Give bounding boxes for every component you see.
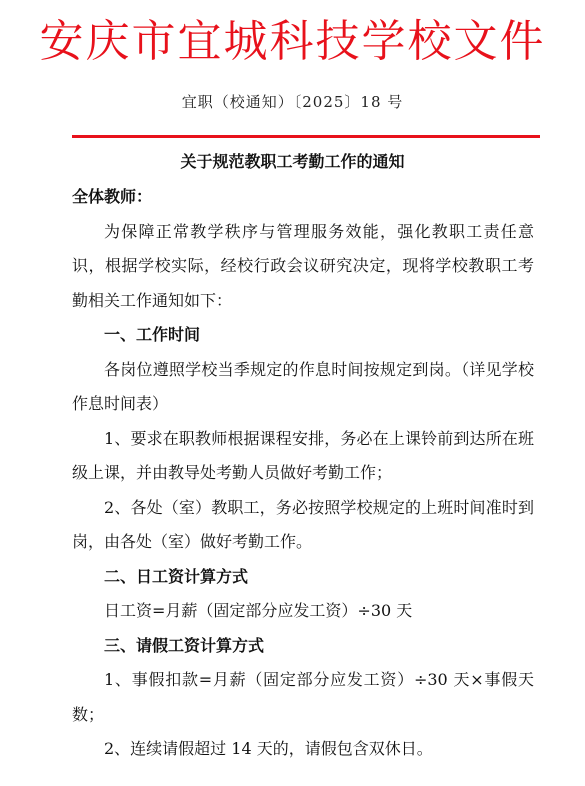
paragraph: 1、要求在职教师根据课程安排，务必在上课铃前到达所在班级上课，并由教导处考勤人员做好考勤工作； — [72, 428, 534, 482]
intro-paragraph: 为保障正常教学秩序与管理服务效能，强化教职工责任意识，根据学校实际，经校行政会议研究决定，现将学校教职工考勤相关工作通知如下： — [72, 221, 534, 310]
paragraph: 日工资=月薪（固定部分应发工资）÷30 天 — [104, 601, 413, 620]
red-divider-line — [72, 135, 540, 138]
salutation: 全体教师： — [72, 187, 153, 206]
section-heading-work-time: 一、工作时间 — [104, 325, 201, 344]
paragraph: 2、各处（室）教职工，务必按照学校规定的上班时间准时到岗，由各处（室）做好考勤工作。 — [72, 497, 534, 551]
document-number: 宜职（校通知）〔2025〕18 号 — [181, 93, 404, 111]
paragraph: 2、连续请假超过 14 天的，请假包含双休日。 — [104, 739, 433, 758]
paragraph: 各岗位遵照学校当季规定的作息时间按规定到岗。（详见学校作息时间表） — [72, 359, 534, 413]
paragraph: 1、事假扣款=月薪（固定部分应发工资）÷30 天×事假天数； — [72, 670, 534, 724]
section-heading-daily-wage: 二、日工资计算方式 — [104, 566, 249, 586]
notice-body — [72, 180, 534, 767]
section-heading-leave-wage: 三、请假工资计算方式 — [104, 635, 265, 655]
document-header-title: 安庆市宜城科技学校文件 — [39, 16, 546, 67]
notice-title: 关于规范教职工考勤工作的通知 — [180, 152, 405, 171]
